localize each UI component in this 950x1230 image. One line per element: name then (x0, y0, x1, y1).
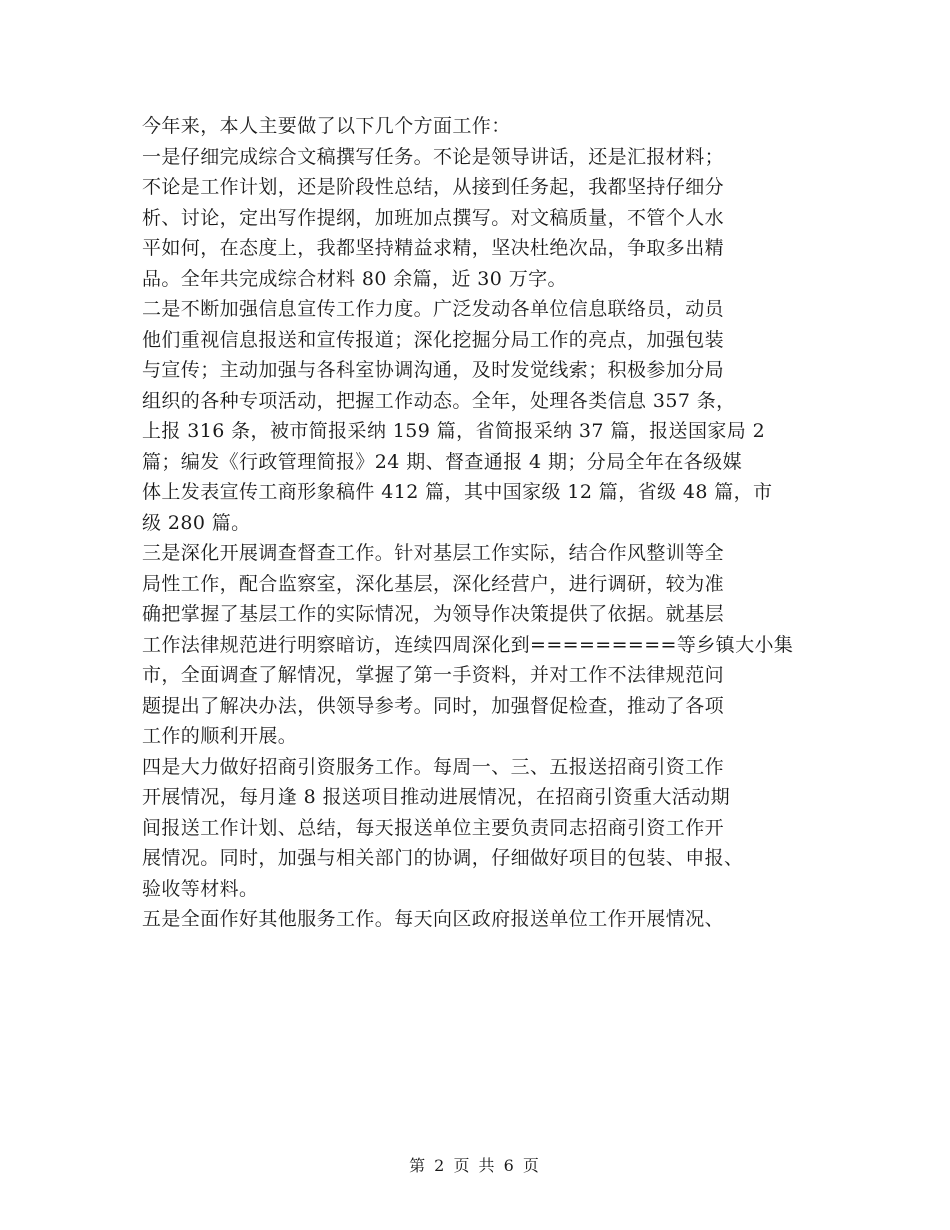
text-line: 一是仔细完成综合文稿撰写任务。不论是领导讲话，还是汇报材料； (142, 145, 725, 168)
text-line: 展情况。同时，加强与相关部门的协调，仔细做好项目的包装、申报、 (142, 847, 744, 869)
text-line: 题提出了解决办法，供领导参考。同时，加强督促检查，推动了各项 (142, 694, 725, 717)
text-line: 四是大力做好招商引资服务工作。每周一、三、五报送招商引资工作 (142, 755, 725, 778)
document-body (142, 111, 812, 935)
text-line: 今年来，本人主要做了以下几个方面工作： (142, 115, 511, 137)
text-line: 验收等材料。 (142, 877, 259, 900)
text-line: 确把掌握了基层工作的实际情况，为领导作决策提供了依据。就基层 (142, 603, 725, 625)
text-line: 平如何，在态度上，我都坚持精益求精，坚决杜绝次品，争取多出精 (142, 237, 725, 259)
text-line: 体上发表宣传工商形象稿件 412 篇，其中国家级 12 篇，省级 48 篇，市 (142, 481, 773, 503)
text-line: 析、讨论，定出写作提纲，加班加点撰写。对文稿质量，不管个人水 (142, 206, 725, 229)
text-line: 间报送工作计划、总结，每天报送单位主要负责同志招商引资工作开 (142, 816, 725, 839)
text-line: 市，全面调查了解情况，掌握了第一手资料，并对工作不法律规范问 (142, 664, 725, 686)
text-line: 组织的各种专项活动，把握工作动态。全年，处理各类信息 357 条， (142, 389, 736, 412)
text-line: 上报 316 条，被市简报采纳 159 篇，省简报采纳 37 篇，报送国家局 2 (142, 420, 766, 442)
text-line: 三是深化开展调查督查工作。针对基层工作实际，结合作风整训等全 (142, 542, 725, 564)
text-line: 工作的顺利开展。 (142, 725, 298, 747)
text-line: 五是全面作好其他服务工作。每天向区政府报送单位工作开展情况、 (142, 908, 725, 930)
text-line: 篇；编发《行政管理简报》24 期、督查通报 4 期；分局全年在各级媒 (142, 450, 742, 473)
text-line: 级 280 篇。 (142, 511, 251, 534)
text-line: 二是不断加强信息宣传工作力度。广泛发动各单位信息联络员，动员 (142, 298, 725, 320)
text-line: 他们重视信息报送和宣传报道；深化挖掘分局工作的亮点，加强包装 (142, 328, 725, 351)
text-line: 品。全年共完成综合材料 80 余篇，近 30 万字。 (142, 267, 567, 290)
text-line: 开展情况，每月逢 8 报送项目推动进展情况，在招商引资重大活动期 (142, 786, 730, 808)
text-line: 工作法律规范进行明察暗访，连续四周深化到=========等乡镇大小集 (142, 633, 794, 656)
text-line: 局性工作，配合监察室，深化基层，深化经营户，进行调研，较为准 (142, 572, 725, 595)
text-line: 不论是工作计划，还是阶段性总结，从接到任务起，我都坚持仔细分 (142, 176, 725, 198)
page-number-footer: 第 2 页 共 6 页 (409, 1156, 541, 1175)
text-line: 与宣传；主动加强与各科室协调沟通，及时发觉线索；积极参加分局 (142, 359, 725, 381)
